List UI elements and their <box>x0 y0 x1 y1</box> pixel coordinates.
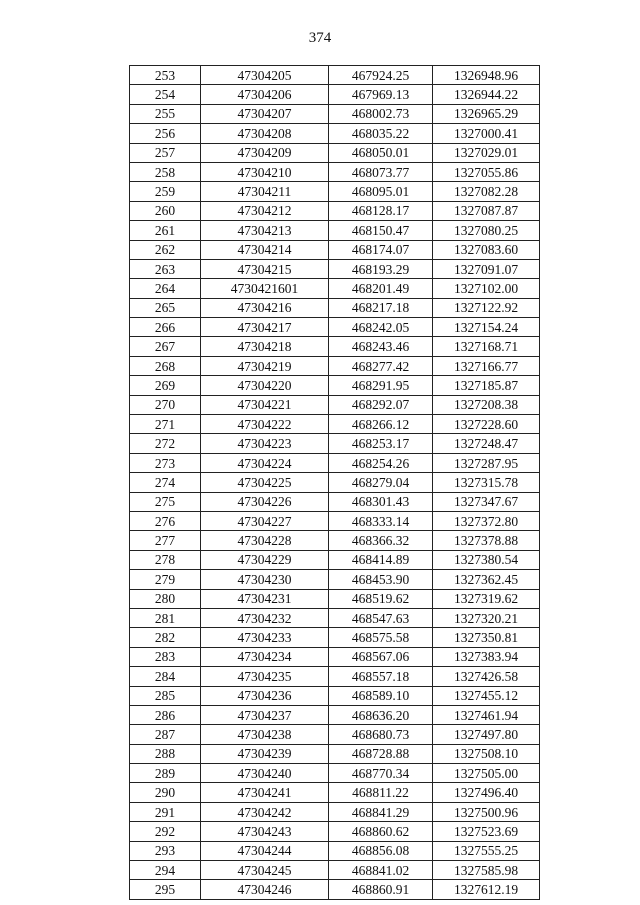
x-coordinate-cell: 468557.18 <box>329 667 433 686</box>
row-number-cell: 257 <box>130 143 201 162</box>
page-number: 374 <box>308 30 332 46</box>
x-coordinate-cell: 468636.20 <box>329 705 433 724</box>
y-coordinate-cell: 1327505.00 <box>433 764 540 783</box>
row-number-cell: 289 <box>130 764 201 783</box>
table-row <box>130 744 540 763</box>
y-coordinate-cell: 1327102.00 <box>433 279 540 298</box>
x-coordinate-cell: 468856.08 <box>329 841 433 860</box>
x-coordinate-cell: 467969.13 <box>329 85 433 104</box>
point-id-cell: 47304236 <box>201 686 329 705</box>
table-row <box>130 667 540 686</box>
row-number-cell: 278 <box>130 550 201 569</box>
row-number-cell: 282 <box>130 628 201 647</box>
point-id-cell: 47304246 <box>201 880 329 899</box>
y-coordinate-cell: 1327083.60 <box>433 240 540 259</box>
table-row <box>130 376 540 395</box>
y-coordinate-cell: 1327320.21 <box>433 608 540 627</box>
x-coordinate-cell: 468128.17 <box>329 201 433 220</box>
row-number-cell: 286 <box>130 705 201 724</box>
x-coordinate-cell: 468150.47 <box>329 221 433 240</box>
row-number-cell: 262 <box>130 240 201 259</box>
y-coordinate-cell: 1327383.94 <box>433 647 540 666</box>
point-id-cell: 47304234 <box>201 647 329 666</box>
row-number-cell: 273 <box>130 453 201 472</box>
point-id-cell: 47304232 <box>201 608 329 627</box>
x-coordinate-cell: 468193.29 <box>329 259 433 278</box>
x-coordinate-cell: 468291.95 <box>329 376 433 395</box>
point-id-cell: 47304223 <box>201 434 329 453</box>
x-coordinate-cell: 468174.07 <box>329 240 433 259</box>
y-coordinate-cell: 1326948.96 <box>433 66 540 85</box>
table-row <box>130 531 540 550</box>
point-id-cell: 47304225 <box>201 473 329 492</box>
y-coordinate-cell: 1326965.29 <box>433 104 540 123</box>
x-coordinate-cell: 468860.91 <box>329 880 433 899</box>
y-coordinate-cell: 1327500.96 <box>433 802 540 821</box>
table-row <box>130 473 540 492</box>
x-coordinate-cell: 468292.07 <box>329 395 433 414</box>
point-id-cell: 47304238 <box>201 725 329 744</box>
table-row <box>130 85 540 104</box>
y-coordinate-cell: 1327461.94 <box>433 705 540 724</box>
table-row <box>130 492 540 511</box>
y-coordinate-cell: 1327426.58 <box>433 667 540 686</box>
x-coordinate-cell: 468519.62 <box>329 589 433 608</box>
row-number-cell: 264 <box>130 279 201 298</box>
point-id-cell: 47304241 <box>201 783 329 802</box>
coordinates-table-body <box>130 66 540 900</box>
point-id-cell: 47304220 <box>201 376 329 395</box>
row-number-cell: 291 <box>130 802 201 821</box>
table-row <box>130 221 540 240</box>
point-id-cell: 47304217 <box>201 318 329 337</box>
x-coordinate-cell: 468333.14 <box>329 511 433 530</box>
row-number-cell: 270 <box>130 395 201 414</box>
y-coordinate-cell: 1327497.80 <box>433 725 540 744</box>
x-coordinate-cell: 468547.63 <box>329 608 433 627</box>
point-id-cell: 47304216 <box>201 298 329 317</box>
x-coordinate-cell: 468243.46 <box>329 337 433 356</box>
point-id-cell: 47304221 <box>201 395 329 414</box>
y-coordinate-cell: 1327496.40 <box>433 783 540 802</box>
row-number-cell: 267 <box>130 337 201 356</box>
y-coordinate-cell: 1327029.01 <box>433 143 540 162</box>
table-row <box>130 725 540 744</box>
y-coordinate-cell: 1327087.87 <box>433 201 540 220</box>
table-row <box>130 162 540 181</box>
y-coordinate-cell: 1327122.92 <box>433 298 540 317</box>
x-coordinate-cell: 468589.10 <box>329 686 433 705</box>
point-id-cell: 47304230 <box>201 570 329 589</box>
y-coordinate-cell: 1327055.86 <box>433 162 540 181</box>
y-coordinate-cell: 1327080.25 <box>433 221 540 240</box>
row-number-cell: 290 <box>130 783 201 802</box>
x-coordinate-cell: 468414.89 <box>329 550 433 569</box>
table-row <box>130 395 540 414</box>
row-number-cell: 292 <box>130 822 201 841</box>
x-coordinate-cell: 468266.12 <box>329 415 433 434</box>
point-id-cell: 47304245 <box>201 861 329 880</box>
table-row <box>130 589 540 608</box>
y-coordinate-cell: 1327347.67 <box>433 492 540 511</box>
row-number-cell: 276 <box>130 511 201 530</box>
point-id-cell: 47304207 <box>201 104 329 123</box>
table-row <box>130 356 540 375</box>
y-coordinate-cell: 1327154.24 <box>433 318 540 337</box>
point-id-cell: 47304226 <box>201 492 329 511</box>
table-row <box>130 802 540 821</box>
table-row <box>130 259 540 278</box>
row-number-cell: 260 <box>130 201 201 220</box>
table-row <box>130 570 540 589</box>
x-coordinate-cell: 468095.01 <box>329 182 433 201</box>
point-id-cell: 47304233 <box>201 628 329 647</box>
y-coordinate-cell: 1327378.88 <box>433 531 540 550</box>
row-number-cell: 280 <box>130 589 201 608</box>
table-row <box>130 822 540 841</box>
x-coordinate-cell: 467924.25 <box>329 66 433 85</box>
table-row <box>130 705 540 724</box>
y-coordinate-cell: 1327508.10 <box>433 744 540 763</box>
row-number-cell: 255 <box>130 104 201 123</box>
point-id-cell: 47304240 <box>201 764 329 783</box>
x-coordinate-cell: 468242.05 <box>329 318 433 337</box>
y-coordinate-cell: 1327585.98 <box>433 861 540 880</box>
y-coordinate-cell: 1327166.77 <box>433 356 540 375</box>
x-coordinate-cell: 468811.22 <box>329 783 433 802</box>
point-id-cell: 47304211 <box>201 182 329 201</box>
row-number-cell: 265 <box>130 298 201 317</box>
y-coordinate-cell: 1327523.69 <box>433 822 540 841</box>
table-row <box>130 453 540 472</box>
row-number-cell: 275 <box>130 492 201 511</box>
row-number-cell: 293 <box>130 841 201 860</box>
y-coordinate-cell: 1327555.25 <box>433 841 540 860</box>
row-number-cell: 288 <box>130 744 201 763</box>
table-row <box>130 143 540 162</box>
y-coordinate-cell: 1327362.45 <box>433 570 540 589</box>
x-coordinate-cell: 468860.62 <box>329 822 433 841</box>
row-number-cell: 272 <box>130 434 201 453</box>
point-id-cell: 47304229 <box>201 550 329 569</box>
table-row <box>130 415 540 434</box>
table-row <box>130 608 540 627</box>
row-number-cell: 254 <box>130 85 201 104</box>
point-id-cell: 47304206 <box>201 85 329 104</box>
y-coordinate-cell: 1326944.22 <box>433 85 540 104</box>
point-id-cell: 47304222 <box>201 415 329 434</box>
row-number-cell: 295 <box>130 880 201 899</box>
table-row <box>130 861 540 880</box>
x-coordinate-cell: 468575.58 <box>329 628 433 647</box>
y-coordinate-cell: 1327372.80 <box>433 511 540 530</box>
point-id-cell: 47304213 <box>201 221 329 240</box>
row-number-cell: 274 <box>130 473 201 492</box>
row-number-cell: 271 <box>130 415 201 434</box>
x-coordinate-cell: 468841.02 <box>329 861 433 880</box>
table-row <box>130 434 540 453</box>
table-row <box>130 841 540 860</box>
row-number-cell: 253 <box>130 66 201 85</box>
y-coordinate-cell: 1327380.54 <box>433 550 540 569</box>
point-id-cell: 47304209 <box>201 143 329 162</box>
x-coordinate-cell: 468279.04 <box>329 473 433 492</box>
point-id-cell: 47304219 <box>201 356 329 375</box>
row-number-cell: 263 <box>130 259 201 278</box>
point-id-cell: 47304205 <box>201 66 329 85</box>
x-coordinate-cell: 468277.42 <box>329 356 433 375</box>
row-number-cell: 281 <box>130 608 201 627</box>
point-id-cell: 47304239 <box>201 744 329 763</box>
x-coordinate-cell: 468770.34 <box>329 764 433 783</box>
x-coordinate-cell: 468567.06 <box>329 647 433 666</box>
table-row <box>130 628 540 647</box>
x-coordinate-cell: 468728.88 <box>329 744 433 763</box>
table-row <box>130 201 540 220</box>
row-number-cell: 283 <box>130 647 201 666</box>
x-coordinate-cell: 468035.22 <box>329 124 433 143</box>
x-coordinate-cell: 468680.73 <box>329 725 433 744</box>
y-coordinate-cell: 1327455.12 <box>433 686 540 705</box>
table-row <box>130 880 540 899</box>
y-coordinate-cell: 1327248.47 <box>433 434 540 453</box>
x-coordinate-cell: 468366.32 <box>329 531 433 550</box>
y-coordinate-cell: 1327185.87 <box>433 376 540 395</box>
point-id-cell: 47304237 <box>201 705 329 724</box>
table-row <box>130 279 540 298</box>
table-row <box>130 511 540 530</box>
table-row <box>130 104 540 123</box>
point-id-cell: 47304212 <box>201 201 329 220</box>
y-coordinate-cell: 1327168.71 <box>433 337 540 356</box>
x-coordinate-cell: 468301.43 <box>329 492 433 511</box>
y-coordinate-cell: 1327612.19 <box>433 880 540 899</box>
x-coordinate-cell: 468217.18 <box>329 298 433 317</box>
x-coordinate-cell: 468253.17 <box>329 434 433 453</box>
point-id-cell: 47304214 <box>201 240 329 259</box>
y-coordinate-cell: 1327082.28 <box>433 182 540 201</box>
y-coordinate-cell: 1327208.38 <box>433 395 540 414</box>
y-coordinate-cell: 1327350.81 <box>433 628 540 647</box>
table-row <box>130 66 540 85</box>
row-number-cell: 266 <box>130 318 201 337</box>
point-id-cell: 47304228 <box>201 531 329 550</box>
x-coordinate-cell: 468254.26 <box>329 453 433 472</box>
row-number-cell: 279 <box>130 570 201 589</box>
point-id-cell: 47304243 <box>201 822 329 841</box>
x-coordinate-cell: 468002.73 <box>329 104 433 123</box>
row-number-cell: 258 <box>130 162 201 181</box>
point-id-cell: 47304215 <box>201 259 329 278</box>
row-number-cell: 287 <box>130 725 201 744</box>
point-id-cell: 47304224 <box>201 453 329 472</box>
table-row <box>130 686 540 705</box>
table-row <box>130 298 540 317</box>
x-coordinate-cell: 468201.49 <box>329 279 433 298</box>
y-coordinate-cell: 1327000.41 <box>433 124 540 143</box>
table-row <box>130 764 540 783</box>
point-id-cell: 47304208 <box>201 124 329 143</box>
x-coordinate-cell: 468841.29 <box>329 802 433 821</box>
x-coordinate-cell: 468050.01 <box>329 143 433 162</box>
table-row <box>130 240 540 259</box>
x-coordinate-cell: 468453.90 <box>329 570 433 589</box>
table-row <box>130 647 540 666</box>
row-number-cell: 285 <box>130 686 201 705</box>
table-row <box>130 182 540 201</box>
y-coordinate-cell: 1327091.07 <box>433 259 540 278</box>
y-coordinate-cell: 1327287.95 <box>433 453 540 472</box>
table-row <box>130 124 540 143</box>
coordinates-table <box>129 65 540 900</box>
table-row <box>130 337 540 356</box>
table-row <box>130 783 540 802</box>
row-number-cell: 277 <box>130 531 201 550</box>
table-row <box>130 318 540 337</box>
row-number-cell: 294 <box>130 861 201 880</box>
y-coordinate-cell: 1327319.62 <box>433 589 540 608</box>
row-number-cell: 261 <box>130 221 201 240</box>
y-coordinate-cell: 1327315.78 <box>433 473 540 492</box>
row-number-cell: 256 <box>130 124 201 143</box>
table-row <box>130 550 540 569</box>
point-id-cell: 47304218 <box>201 337 329 356</box>
row-number-cell: 269 <box>130 376 201 395</box>
point-id-cell: 47304242 <box>201 802 329 821</box>
row-number-cell: 268 <box>130 356 201 375</box>
point-id-cell: 47304231 <box>201 589 329 608</box>
point-id-cell: 47304210 <box>201 162 329 181</box>
y-coordinate-cell: 1327228.60 <box>433 415 540 434</box>
point-id-cell: 47304235 <box>201 667 329 686</box>
point-id-cell: 47304227 <box>201 511 329 530</box>
x-coordinate-cell: 468073.77 <box>329 162 433 181</box>
row-number-cell: 259 <box>130 182 201 201</box>
row-number-cell: 284 <box>130 667 201 686</box>
point-id-cell: 4730421601 <box>201 279 329 298</box>
point-id-cell: 47304244 <box>201 841 329 860</box>
